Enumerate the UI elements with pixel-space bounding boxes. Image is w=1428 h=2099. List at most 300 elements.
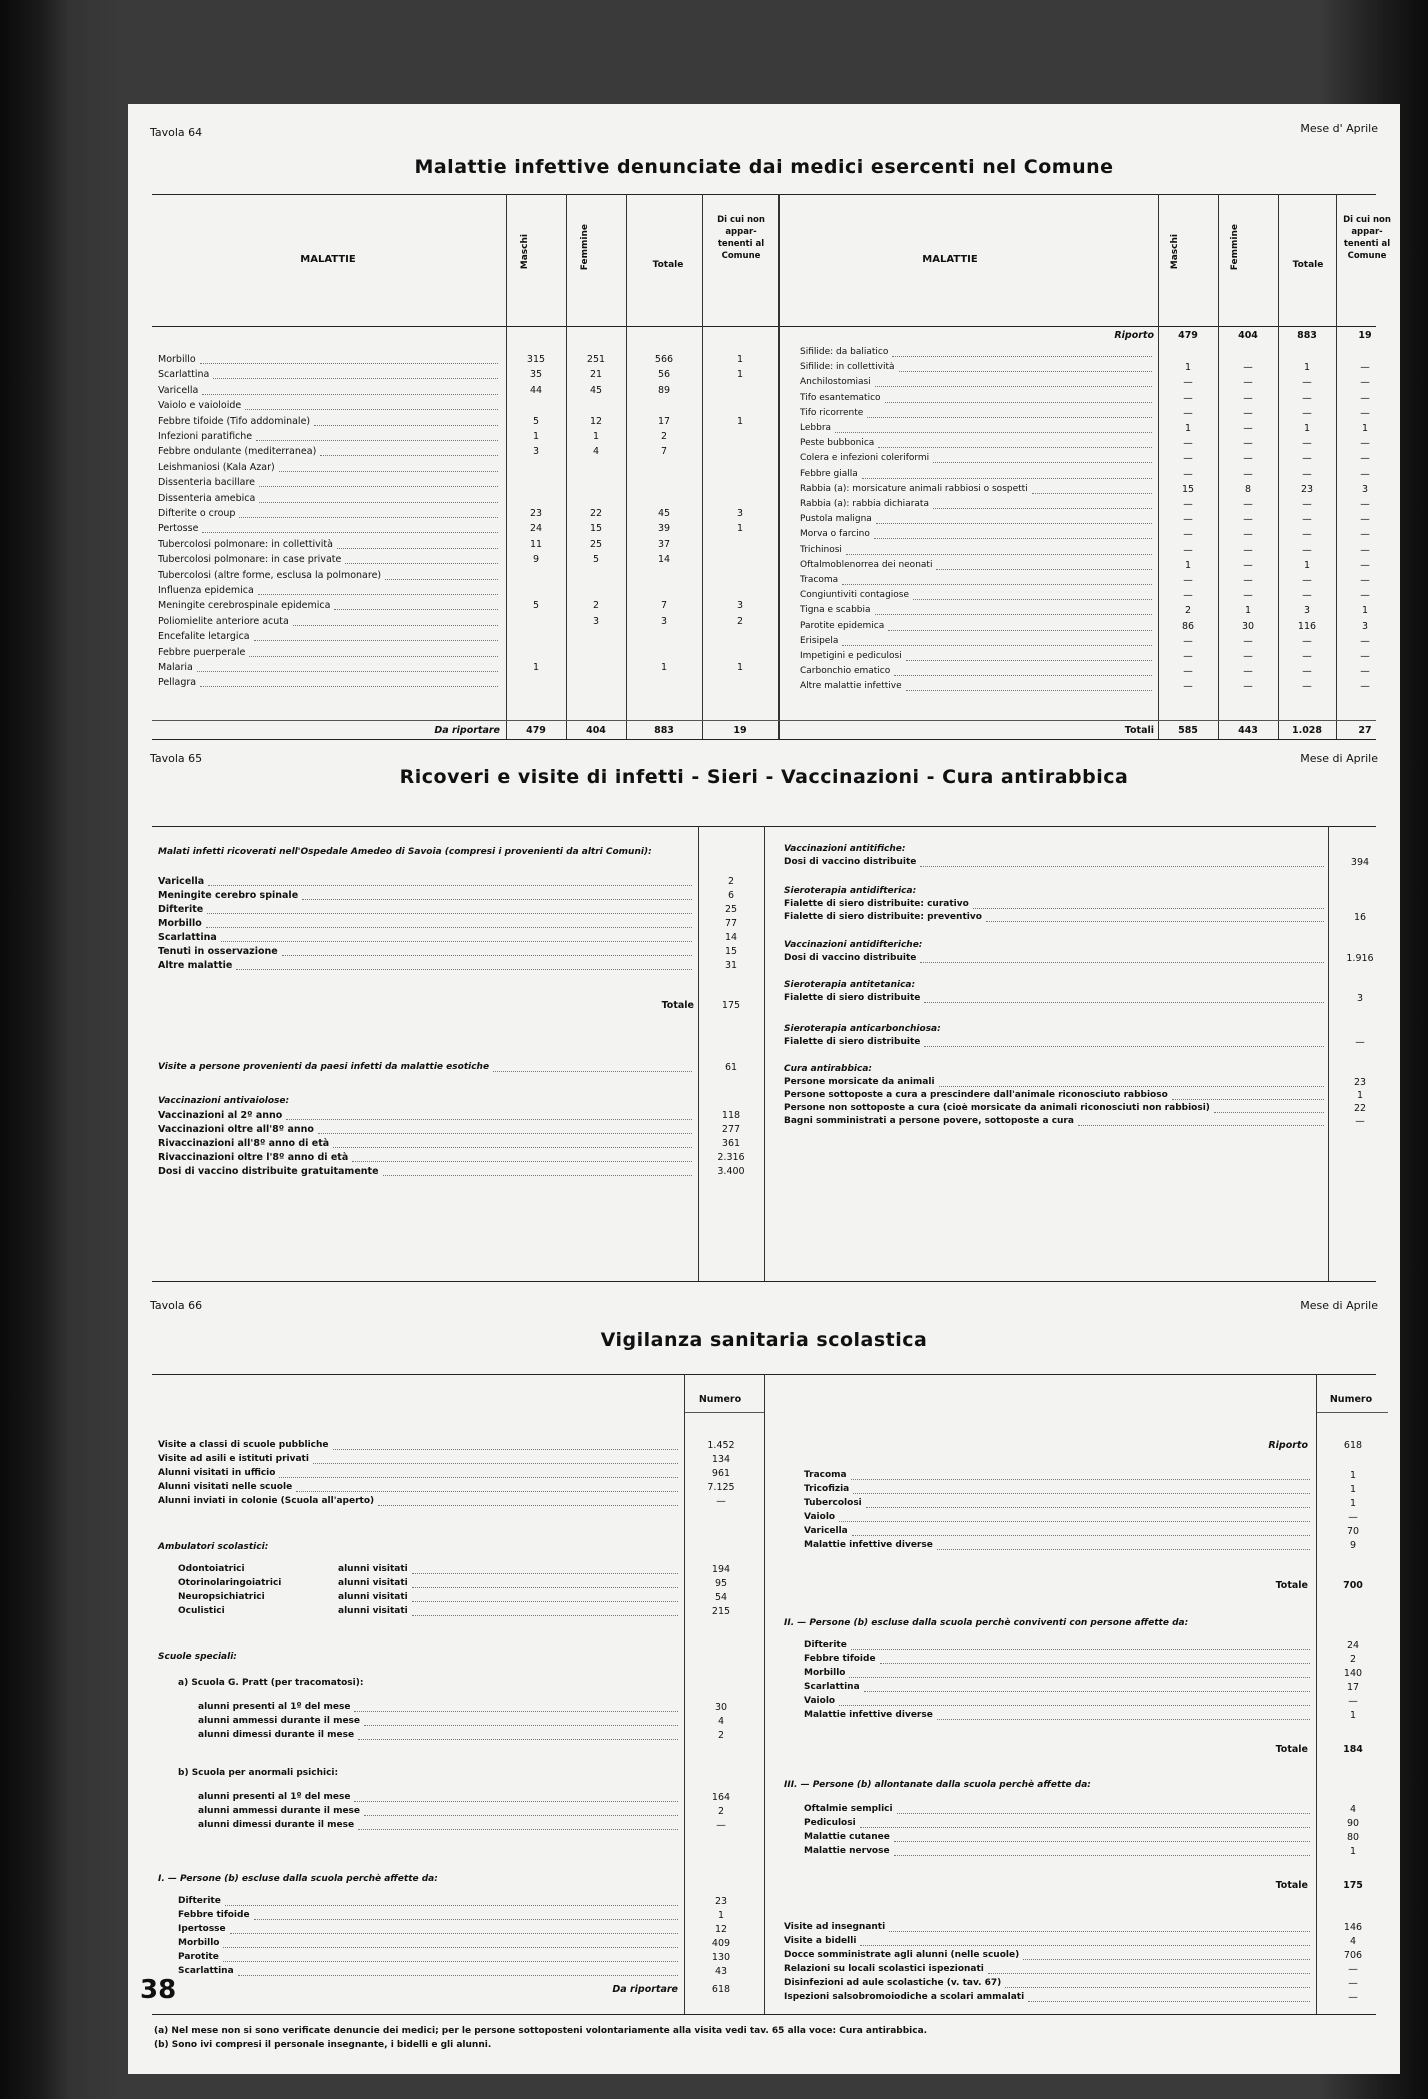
t66-month: Mese di Aprile [1300,1299,1378,1312]
value-totale: 14 [657,554,671,565]
leader-dots [885,402,1152,403]
escluse-item-value: 43 [714,1966,728,1977]
leader-dots [1005,1987,1310,1988]
value-maschi: 315 [526,354,546,365]
value-femmine: — [1243,469,1253,480]
escluse-item-value: 9 [1349,1540,1357,1551]
value-maschi: — [1183,453,1193,464]
value-totale: — [1302,469,1312,480]
value-non-appart: — [1360,362,1370,373]
leader-dots [385,579,498,580]
t66-title: Vigilanza sanitaria scolastica [600,1329,928,1351]
t64-col-line [566,194,567,739]
t64-col-line [1218,194,1219,739]
ambulatorio-name: Otorinolaringoiatrici [178,1578,282,1588]
disease-name: Lebbra [800,423,832,433]
value-totale: 17 [657,416,671,427]
disease-name: Morva o farcino [800,529,870,539]
block-value: 1.916 [1346,953,1374,964]
t65-mid-line [764,826,765,1281]
leader-dots [279,1477,678,1478]
disease-name: Febbre gialla [800,469,858,479]
leader-dots [878,447,1152,448]
leader-dots [913,599,1152,600]
leader-dots [846,554,1152,555]
disease-name: Tubercolosi polmonare: in case private [158,554,342,565]
allontanate-item: Oftalmie semplici [804,1804,893,1814]
value-non-appart: — [1360,681,1370,692]
value-maschi: 44 [529,385,543,396]
leader-dots [202,532,498,533]
da-riportare-value: 618 [711,1984,731,1995]
pratt-item-value: 2 [717,1730,725,1741]
leader-dots [320,455,498,456]
escluse-item: Tricofizia [804,1484,850,1494]
ricoverati-heading: Malati infetti ricoverati nell'Ospedale Amedeo di Savoia (compresi i provenienti da altri Comuni): [158,847,652,857]
value-femmine: 25 [589,539,603,550]
value-maschi: 1 [1184,423,1192,434]
block-item: Fialette di siero distribuite [784,1037,921,1047]
block-item: Dosi di vaccino distribuite [784,953,917,963]
value-femmine: — [1243,590,1253,601]
leader-dots [866,1507,1310,1508]
pratt-item-value: 4 [717,1716,725,1727]
leader-dots [293,625,498,626]
varie-item: Relazioni su locali scolastici ispezionati [784,1964,984,1974]
allontanate-item-value: 1 [1349,1846,1357,1857]
t64-col-line [1278,194,1279,739]
vigilanza-item: Alunni visitati nelle scuole [158,1482,293,1492]
vaccinazioni-item: Rivaccinazioni all'8º anno di età [158,1138,330,1149]
block-item: Persone morsicate da animali [784,1077,935,1087]
total-maschi: 479 [526,725,546,736]
anormali-item: alunni dimessi durante il mese [198,1820,355,1830]
leader-dots [1032,493,1152,494]
leader-dots [256,440,498,441]
value-femmine: 12 [589,416,603,427]
value-maschi: — [1183,590,1193,601]
value-non-appart: 2 [736,616,744,627]
totale-value: 175 [1343,1880,1363,1891]
leader-dots [888,630,1152,631]
block-heading: Cura antirabbica: [784,1064,873,1074]
value-femmine: 1 [1244,605,1252,616]
leader-dots [254,1919,678,1920]
ambulatorio-name: Odontoiatrici [178,1564,245,1574]
leader-dots [899,371,1152,372]
value-totale: 39 [657,523,671,534]
totali-maschi: 585 [1178,725,1198,736]
value-non-appart: 3 [1361,621,1369,632]
disease-name: Febbre puerperale [158,647,246,658]
value-maschi: 9 [532,554,540,565]
value-maschi: 1 [532,662,540,673]
value-non-appart: 1 [736,369,744,380]
value-maschi: — [1183,514,1193,525]
ricoverati-item: Morbillo [158,918,202,929]
block-item: Dosi di vaccino distribuite [784,857,917,867]
t64-total-rule [152,720,1376,721]
disease-name: Pertosse [158,523,199,534]
t64-head-nonappart-right: Di cui non appar-tenenti al Comune [1343,215,1391,261]
disease-name: Meningite cerebrospinale epidemica [158,600,331,611]
leader-dots [412,1601,678,1602]
value-femmine: — [1243,681,1253,692]
t64-head-totale-right: Totale [1292,260,1324,270]
allontanate-heading: III. — Persone (b) allontanate dalla scuola perchè affette da: [784,1780,1091,1790]
value-totale: 89 [657,385,671,396]
leader-dots [208,885,692,886]
value-non-appart: — [1360,393,1370,404]
t64-col-line [626,194,627,739]
leader-dots [333,1147,692,1148]
t65-col-line [1328,826,1329,1281]
allontanate-item-value: 4 [1349,1804,1357,1815]
pratt-item: alunni dimessi durante il mese [198,1730,355,1740]
value-non-appart: — [1360,438,1370,449]
value-maschi: — [1183,666,1193,677]
disease-name: Tifo ricorrente [800,408,864,418]
varie-item-value: — [1348,1992,1358,2003]
ricoverati-total-label: Totale [661,1000,694,1011]
vigilanza-item-value: — [716,1496,726,1507]
t65-title: Ricoveri e visite di infetti - Sieri - Vaccinazioni - Cura antirabbica [399,766,1129,788]
value-maschi: — [1183,469,1193,480]
riporto-non-appart: 19 [1358,330,1372,341]
leader-dots [860,1827,1310,1828]
leader-dots [254,640,498,641]
leader-dots [314,425,498,426]
value-totale: 7 [660,446,668,457]
ambulatorio-value: 54 [714,1592,728,1603]
block-value: 22 [1353,1103,1367,1114]
conviventi-item: Febbre tifoide [804,1654,876,1664]
t64-head-femmine-left: Femmine [580,224,590,271]
t64-bottom-rule [152,739,1376,740]
leader-dots [1028,2001,1310,2002]
riporto-value: 618 [1343,1440,1363,1451]
vigilanza-item: Visite ad asili e istituti privati [158,1454,309,1464]
pratt-item-value: 30 [714,1702,728,1713]
pratt-item: alunni presenti al 1º del mese [198,1702,351,1712]
t64-month: Mese d' Aprile [1300,122,1378,135]
leader-dots [345,563,498,564]
disease-name: Infezioni paratifiche [158,431,253,442]
ricoverati-value: 2 [727,876,735,887]
footnote-a: (a) Nel mese non si sono verificate denuncie dei medici; per le persone sottoposteni volontariamente alla visita vedi tav. 65 alla voce: Cura antirabbica. [154,2026,928,2036]
value-totale: — [1302,499,1312,510]
leader-dots [937,1549,1310,1550]
ambulatorio-sub: alunni visitati [338,1592,408,1602]
vigilanza-item: Alunni visitati in ufficio [158,1468,276,1478]
value-maschi: 5 [532,600,540,611]
t66-bottom-rule [152,2014,1376,2015]
value-femmine: — [1243,575,1253,586]
t66-head-numero-left: Numero [698,1394,742,1405]
leader-dots [352,1161,692,1162]
disease-name: Tifo esantematico [800,393,881,403]
leader-dots [223,1947,678,1948]
value-maschi: 5 [532,416,540,427]
ambulatorio-value: 194 [711,1564,731,1575]
value-maschi: — [1183,575,1193,586]
leader-dots [889,1931,1310,1932]
escluse-item-value: 1 [717,1910,725,1921]
ricoverati-item: Varicella [158,876,205,887]
value-femmine: — [1243,545,1253,556]
block-heading: Sieroterapia anticarbonchiosa: [784,1024,941,1034]
disease-name: Febbre tifoide (Tifo addominale) [158,416,311,427]
value-femmine: 5 [592,554,600,565]
anormali-item-value: 164 [711,1792,731,1803]
value-non-appart: 1 [736,354,744,365]
vigilanza-item: Visite a classi di scuole pubbliche [158,1440,329,1450]
leader-dots [897,1813,1310,1814]
leader-dots [852,1535,1310,1536]
value-maschi: 86 [1181,621,1195,632]
value-totale: 2 [660,431,668,442]
leader-dots [924,1046,1324,1047]
value-non-appart: — [1360,651,1370,662]
escluse-item-value: 1 [1349,1470,1357,1481]
value-femmine: 251 [586,354,606,365]
escluse-item-value: 409 [711,1938,731,1949]
value-totale: 56 [657,369,671,380]
leader-dots [354,1711,678,1712]
vaccinazioni-value: 361 [721,1138,741,1149]
escluse-item: Malattie infettive diverse [804,1540,933,1550]
totale-label: Totale [1275,1580,1308,1591]
value-femmine: 3 [592,616,600,627]
t66-mid-line [764,1374,765,2014]
disease-name: Sifilide: da baliatico [800,347,889,357]
leader-dots [249,656,498,657]
t66-numero-rule-right [1316,1412,1388,1413]
disease-name: Anchilostomiasi [800,377,871,387]
value-femmine: 21 [589,369,603,380]
leader-dots [875,386,1152,387]
leader-dots [894,1841,1310,1842]
leader-dots [354,1801,678,1802]
totale-label: Totale [1275,1880,1308,1891]
block-value: 3 [1356,993,1364,1004]
value-non-appart: — [1360,529,1370,540]
t64-head-maschi-left: Maschi [520,234,530,270]
totale-value: 184 [1343,1744,1363,1755]
totali-label: Totali [1124,725,1154,736]
value-totale: — [1302,514,1312,525]
value-non-appart: 1 [1361,423,1369,434]
da-riportare-label: Da riportare [612,1984,678,1995]
value-totale: 1 [660,662,668,673]
vaccinazioni-value: 277 [721,1124,741,1135]
conviventi-heading: II. — Persone (b) escluse dalla scuola perchè conviventi con persone affette da: [784,1618,1189,1628]
leader-dots [867,417,1152,418]
value-totale: — [1302,545,1312,556]
value-totale: — [1302,666,1312,677]
disease-name: Sifilide: in collettività [800,362,895,372]
value-femmine: — [1243,393,1253,404]
value-femmine: — [1243,408,1253,419]
leader-dots [313,1463,678,1464]
allontanate-item-value: 80 [1346,1832,1360,1843]
anormali-item-value: — [716,1820,726,1831]
ricoverati-item: Tenuti in osservazione [158,946,278,957]
disease-name: Rabbia (a): rabbia dichiarata [800,499,929,509]
ambulatorio-sub: alunni visitati [338,1578,408,1588]
disease-name: Poliomielite anteriore acuta [158,616,289,627]
leader-dots [920,866,1324,867]
leader-dots [849,1677,1310,1678]
value-maschi: — [1183,651,1193,662]
leader-dots [876,523,1152,524]
leader-dots [937,1719,1310,1720]
leader-dots [221,941,692,942]
t64-top-rule [152,194,1376,195]
value-maschi: 3 [532,446,540,457]
block-item: Fialette di siero distribuite [784,993,921,1003]
vigilanza-item-value: 961 [711,1468,731,1479]
vaccinazioni-heading: Vaccinazioni antivaiolose: [158,1096,290,1106]
ricoverati-total-value: 175 [721,1000,741,1011]
ambulatorio-sub: alunni visitati [338,1564,408,1574]
t65-bottom-rule [152,1281,1376,1282]
t64-head-femmine-right: Femmine [1230,224,1240,271]
value-femmine: 8 [1244,484,1252,495]
value-totale: — [1302,590,1312,601]
leader-dots [839,1705,1310,1706]
value-femmine: — [1243,362,1253,373]
escluse-item: Varicella [804,1526,848,1536]
block-item: Persone sottoposte a cura a prescindere dall'animale riconosciuto rabbioso [784,1090,1168,1100]
leader-dots [936,569,1152,570]
varie-item-value: 706 [1343,1950,1363,1961]
totali-femmine: 443 [1238,725,1258,736]
leader-dots [225,1905,678,1906]
leader-dots [906,690,1152,691]
disease-name: Trichinosi [800,545,842,555]
varie-item-value: 146 [1343,1922,1363,1933]
anormali-item: alunni presenti al 1º del mese [198,1792,351,1802]
leader-dots [894,1855,1310,1856]
pratt-heading: a) Scuola G. Pratt (per tracomatosi): [178,1678,364,1688]
t64-head-malattie-right: MALATTIE [922,254,978,265]
leader-dots [412,1573,678,1574]
varie-item: Visite a bidelli [784,1936,857,1946]
disease-name: Impetigini e pediculosi [800,651,902,661]
value-maschi: — [1183,681,1193,692]
t64-label: Tavola 64 [150,126,203,139]
leader-dots [207,913,692,914]
disease-name: Colera e infezioni coleriformi [800,453,930,463]
block-item: Bagni somministrati a persone povere, sottoposte a cura [784,1116,1074,1126]
ricoverati-value: 6 [727,890,735,901]
visite-esotiche-value: 61 [724,1062,738,1073]
vaccinazioni-item: Vaccinazioni al 2º anno [158,1110,283,1121]
value-maschi: 1 [1184,560,1192,571]
leader-dots [282,955,692,956]
value-totale: — [1302,575,1312,586]
leader-dots [924,1002,1324,1003]
leader-dots [874,538,1152,539]
leader-dots [1078,1125,1324,1126]
escluse-item-value: 23 [714,1896,728,1907]
allontanate-item: Malattie nervose [804,1846,890,1856]
t64-head-nonappart-left: Di cui non appar-tenenti al Comune [717,215,765,261]
varie-item: Disinfezioni ad aule scolastiche (v. tav. 67) [784,1978,1002,1988]
value-non-appart: — [1360,590,1370,601]
escluse-item: Difterite [178,1896,221,1906]
conviventi-item: Vaiolo [804,1696,836,1706]
leader-dots [973,908,1324,909]
value-femmine: — [1243,636,1253,647]
disease-name: Vaiolo e vaioloide [158,400,242,411]
ricoverati-item: Meningite cerebro spinale [158,890,299,901]
ambulatorio-value: 215 [711,1606,731,1617]
leader-dots [933,462,1152,463]
escluse-item: Vaiolo [804,1512,836,1522]
leader-dots [302,899,692,900]
block-heading: Vaccinazioni antitifiche: [784,844,906,854]
pratt-item: alunni ammessi durante il mese [198,1716,361,1726]
value-maschi: 24 [529,523,543,534]
leader-dots [333,1449,678,1450]
leader-dots [318,1133,692,1134]
disease-name: Erisipela [800,636,839,646]
leader-dots [364,1815,678,1816]
block-value: 1 [1356,1090,1364,1101]
t66-numero-rule-left [684,1412,764,1413]
total-non-appart: 19 [733,725,747,736]
ricoverati-item: Scarlattina [158,932,217,943]
ambulatorio-value: 95 [714,1578,728,1589]
leader-dots [383,1175,692,1176]
value-totale: — [1302,529,1312,540]
leader-dots [334,609,498,610]
value-non-appart: — [1360,377,1370,388]
t64-col-line [1158,194,1159,739]
value-femmine: — [1243,514,1253,525]
value-totale: — [1302,681,1312,692]
value-non-appart: — [1360,560,1370,571]
ricoverati-item: Altre malattie [158,960,233,971]
leader-dots [860,1945,1310,1946]
value-totale: — [1302,438,1312,449]
escluse-item-value: — [1348,1512,1358,1523]
leader-dots [236,969,692,970]
disease-name: Encefalite letargica [158,631,250,642]
ricoverati-value: 25 [724,904,738,915]
value-femmine: 30 [1241,621,1255,632]
value-maschi: — [1183,438,1193,449]
leader-dots [862,478,1152,479]
vaccinazioni-item: Rivaccinazioni oltre l'8º anno di età [158,1152,349,1163]
leader-dots [206,927,692,928]
value-totale: 37 [657,539,671,550]
value-non-appart: 1 [736,523,744,534]
value-totale: 566 [654,354,674,365]
totale-label: Totale [1275,1744,1308,1755]
total-totale: 883 [654,725,674,736]
disease-name: Tubercolosi polmonare: in collettività [158,539,333,550]
leader-dots [880,1663,1310,1664]
escluse-item: Febbre tifoide [178,1910,250,1920]
t64-header-rule [152,326,1376,327]
leader-dots [939,1086,1324,1087]
disease-name: Peste bubbonica [800,438,875,448]
value-femmine: 2 [592,600,600,611]
leader-dots [358,1739,678,1740]
